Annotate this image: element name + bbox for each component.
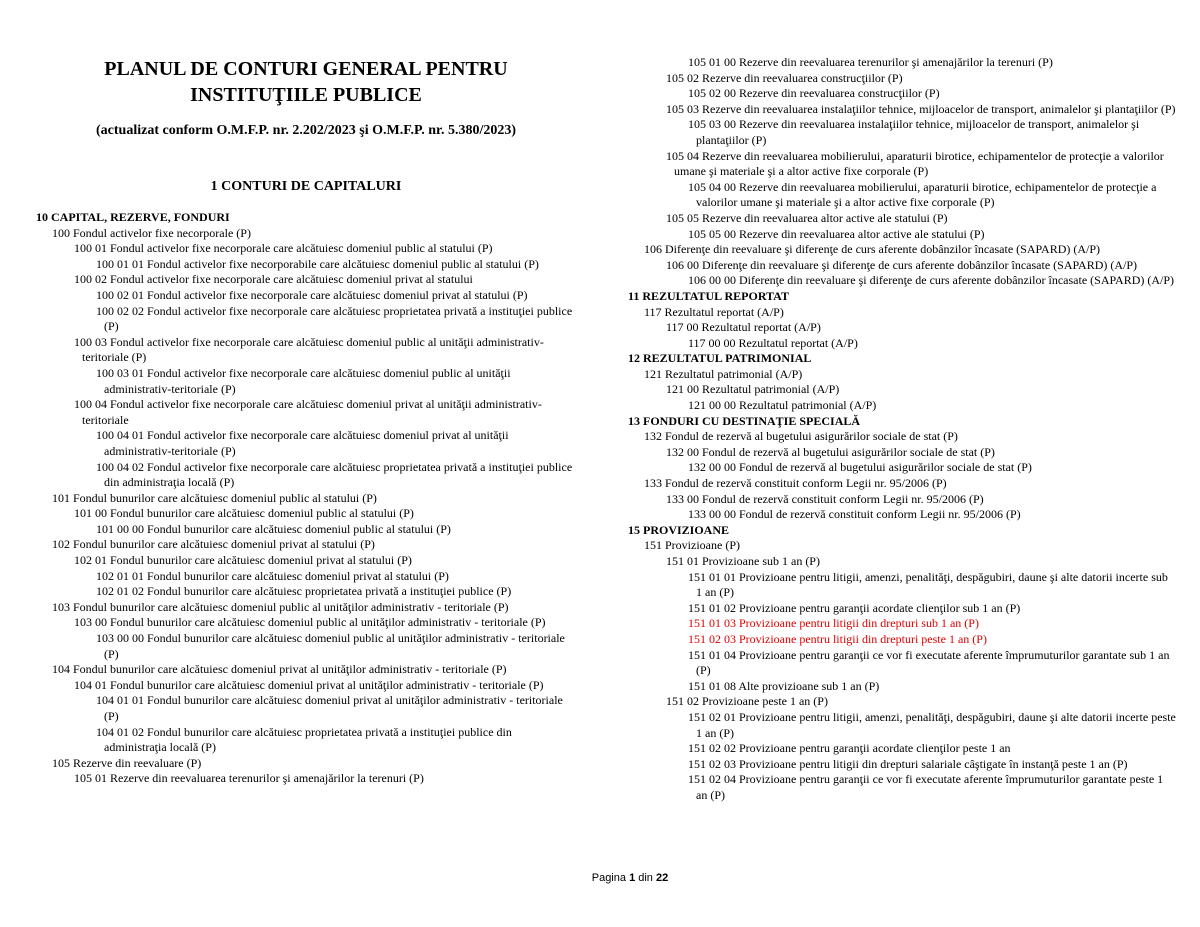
- footer-of: din: [638, 872, 653, 884]
- account-entry: 151 02 01 Provizioane pentru litigii, amenzi, penalităţi, despăgubiri, daune şi alte datorii incerte peste 1 an (P): [688, 709, 1176, 740]
- account-entry: 101 Fondul bunurilor care alcătuiesc domeniul public al statului (P): [52, 490, 377, 505]
- account-entry: 10 CAPITAL, REZERVE, FONDURI: [36, 210, 230, 224]
- account-entry: 106 00 00 Diferenţe din reevaluare şi diferenţe de curs aferente dobânzilor încasate (SAPARD) (A/P): [688, 273, 1175, 288]
- account-entry: 100 03 01 Fondul activelor fixe necorporale care alcătuiesc domeniul public al unităţii administrativ-teritoriale (P): [96, 365, 511, 396]
- left-column: [36, 0, 576, 787]
- account-entry: 133 Fondul de rezervă constituit conform Legii nr. 95/2006 (P): [644, 476, 947, 491]
- account-entry: 101 00 Fondul bunurilor care alcătuiesc domeniul public al statului (P): [74, 506, 414, 521]
- account-entry: 117 Rezultatul reportat (A/P): [644, 304, 784, 319]
- account-entry: 100 04 Fondul activelor fixe necorporale care alcătuiesc domeniul privat al unităţii administrativ-teritoriale: [74, 397, 542, 427]
- right-account-list: [628, 55, 1176, 804]
- footer-prefix: Pagina: [591, 872, 626, 884]
- account-entry: 105 04 Rezerve din reevaluarea mobilierului, aparaturii birotice, echipamentelor de protecţie a valorilor umane şi materiale şi a altor active fixe corporale (P): [666, 148, 1164, 179]
- account-entry: 132 00 00 Fondul de rezervă al bugetului asigurărilor sociale de stat (P): [688, 460, 1032, 475]
- account-entry: 151 01 Provizioane sub 1 an (P): [666, 554, 820, 568]
- account-entry: 105 05 Rezerve din reevaluarea altor active ale statului (P): [666, 210, 948, 225]
- account-entry: 100 04 02 Fondul activelor fixe necorporale care alcătuiesc proprietatea privată a instituţiei publice din administraţia locală (P): [96, 459, 573, 490]
- account-entry: 100 02 01 Fondul activelor fixe necorporale care alcătuiesc domeniul privat al statului (P): [96, 287, 528, 302]
- account-entry: 105 03 Rezerve din reevaluarea instalaţiilor tehnice, mijloacelor de transport, animalelor şi plantaţiilor (P): [666, 101, 1176, 116]
- section-title: 1 CONTURI DE CAPITALURI: [210, 179, 402, 194]
- account-entry: 100 03 Fondul activelor fixe necorporale care alcătuiesc domeniul public al unităţii administrativ-teritoriale (P): [74, 334, 544, 365]
- account-entry: 105 05 00 Rezerve din reevaluarea altor active ale statului (P): [688, 226, 985, 241]
- account-entry: 105 03 00 Rezerve din reevaluarea instalaţiilor tehnice, mijloacelor de transport, animalelor şi plantaţiilor (P): [688, 117, 1140, 147]
- account-entry: 104 01 Fondul bunurilor care alcătuiesc domeniul privat al unităţilor administrativ - teritoriale (P): [74, 677, 544, 692]
- account-entry: 151 01 02 Provizioane pentru garanţii acordate clienţilor sub 1 an (P): [688, 600, 1021, 615]
- account-entry: 100 01 Fondul activelor fixe necorporale care alcătuiesc domeniul public al statului (P): [74, 241, 493, 256]
- account-entry: 117 00 00 Rezultatul reportat (A/P): [688, 335, 858, 350]
- account-entry: 133 00 00 Fondul de rezervă constituit conform Legii nr. 95/2006 (P): [688, 507, 1021, 522]
- account-entry: 151 01 04 Provizioane pentru garanţii ce vor fi executate aferente împrumuturilor garantate sub 1 an (P): [688, 647, 1170, 678]
- account-entry: 104 Fondul bunurilor care alcătuiesc domeniul privat al unităţilor administrativ - teritoriale (P): [52, 662, 507, 677]
- account-entry: 151 01 01 Provizioane pentru litigii, amenzi, penalităţi, despăgubiri, daune şi alte datorii incerte sub 1 an (P): [688, 569, 1168, 600]
- account-entry: 105 01 00 Rezerve din reevaluarea terenurilor şi amenajărilor la terenuri (P): [688, 55, 1053, 69]
- account-entry: 106 00 Diferenţe din reevaluare şi diferenţe de curs aferente dobânzilor încasate (SAPARD) (A/P): [666, 257, 1138, 272]
- account-entry: 105 01 Rezerve din reevaluarea terenurilor şi amenajărilor la terenuri (P): [74, 771, 424, 786]
- account-entry: 100 01 01 Fondul activelor fixe necorporabile care alcătuiesc domeniul public al statului (P): [96, 256, 539, 271]
- account-entry: 104 01 02 Fondul bunurilor care alcătuiesc proprietatea privată a instituţiei publice din administraţia locală (P): [96, 724, 512, 755]
- account-entry: 12 REZULTATUL PATRIMONIAL: [628, 351, 812, 366]
- right-column: [628, 55, 1176, 804]
- account-entry: 101 00 00 Fondul bunurilor care alcătuiesc domeniul public al statului (P): [96, 521, 451, 536]
- account-entry: 117 00 Rezultatul reportat (A/P): [666, 320, 821, 335]
- account-entry: 121 00 Rezultatul patrimonial (A/P): [666, 382, 840, 397]
- document-subtitle: (actualizat conform O.M.F.P. nr. 2.202/2023 şi O.M.F.P. nr. 5.380/2023): [96, 123, 516, 138]
- account-entry: 15 PROVIZIOANE: [628, 522, 730, 537]
- account-entry: 151 02 02 Provizioane pentru garanţii acordate clienţilor peste 1 an: [688, 741, 1011, 756]
- account-entry: 151 01 03 Provizioane pentru litigii din drepturi sub 1 an (P): [688, 616, 979, 631]
- account-entry: 100 04 01 Fondul activelor fixe necorporale care alcătuiesc domeniul privat al unităţii administrativ-teritoriale (P): [96, 428, 509, 458]
- account-entry: 100 Fondul activelor fixe necorporale (P): [52, 225, 251, 240]
- account-entry: 151 01 08 Alte provizioane sub 1 an (P): [688, 678, 880, 693]
- account-entry: 151 Provizioane (P): [644, 538, 740, 553]
- account-entry: 100 02 02 Fondul activelor fixe necorporale care alcătuiesc proprietatea privată a instituţiei publice (P): [96, 303, 573, 334]
- account-entry: 103 00 Fondul bunurilor care alcătuiesc domeniul public al unităţilor administrativ - teritoriale (P): [74, 615, 546, 630]
- account-entry: 151 02 04 Provizioane pentru garanţii ce vor fi executate aferente împrumuturilor garantate peste 1 an (P): [688, 772, 1164, 802]
- account-entry: 11 REZULTATUL REPORTAT: [628, 288, 789, 303]
- account-entry: 102 01 01 Fondul bunurilor care alcătuiesc domeniul privat al statului (P): [96, 568, 449, 583]
- account-entry: 105 02 00 Rezerve din reevaluarea construcţiilor (P): [688, 86, 940, 101]
- account-entry: 106 Diferenţe din reevaluare şi diferenţe de curs aferente dobânzilor încasate (SAPARD) (A/P): [644, 242, 1101, 257]
- account-entry: 151 02 03 Provizioane pentru litigii din drepturi peste 1 an (P): [688, 631, 987, 646]
- account-entry: 105 02 Rezerve din reevaluarea construcţiilor (P): [666, 70, 903, 85]
- account-entry: 100 02 Fondul activelor fixe necorporale care alcătuiesc domeniul privat al statului: [74, 272, 473, 287]
- account-entry: 121 Rezultatul patrimonial (A/P): [644, 366, 803, 381]
- account-entry: 102 01 Fondul bunurilor care alcătuiesc domeniul privat al statului (P): [74, 553, 412, 568]
- document-title: PLANUL DE CONTURI GENERAL PENTRU INSTITUŢIILE PUBLICE: [104, 58, 508, 106]
- account-entry: 102 01 02 Fondul bunurilor care alcătuiesc proprietatea privată a instituţiei publice (P): [96, 584, 512, 599]
- account-entry: 151 02 Provizioane peste 1 an (P): [666, 694, 828, 709]
- footer-page-number: 1: [629, 872, 636, 884]
- account-entry: 102 Fondul bunurilor care alcătuiesc domeniul privat al statului (P): [52, 537, 375, 552]
- account-entry: 132 00 Fondul de rezervă al bugetului asigurărilor sociale de stat (P): [666, 444, 995, 459]
- page-footer: [0, 872, 1200, 884]
- account-entry: 105 04 00 Rezerve din reevaluarea mobilierului, aparaturii birotice, echipamentelor de protecţie a valorilor umane şi materiale şi a altor active fixe corporale (P): [688, 179, 1157, 210]
- footer-total-pages: 22: [656, 872, 669, 884]
- account-entry: 104 01 01 Fondul bunurilor care alcătuiesc domeniul privat al unităţilor administrativ - teritoriale (P): [96, 693, 563, 723]
- account-entry: 103 00 00 Fondul bunurilor care alcătuiesc domeniul public al unităţilor administrativ - teritoriale (P): [96, 631, 565, 661]
- left-account-list: [36, 210, 576, 787]
- account-entry: 103 Fondul bunurilor care alcătuiesc domeniul public al unităţilor administrativ - teritoriale (P): [52, 599, 509, 614]
- account-entry: 151 02 03 Provizioane pentru litigii din drepturi salariale câştigate în instanţă peste 1 an (P): [688, 756, 1128, 771]
- account-entry: 132 Fondul de rezervă al bugetului asigurărilor sociale de stat (P): [644, 429, 958, 444]
- title-block: [36, 56, 576, 196]
- account-entry: 13 FONDURI CU DESTINAŢIE SPECIALĂ: [628, 413, 861, 428]
- account-entry: 133 00 Fondul de rezervă constituit conform Legii nr. 95/2006 (P): [666, 491, 984, 506]
- account-entry: 105 Rezerve din reevaluare (P): [52, 755, 202, 770]
- account-entry: 121 00 00 Rezultatul patrimonial (A/P): [688, 398, 877, 413]
